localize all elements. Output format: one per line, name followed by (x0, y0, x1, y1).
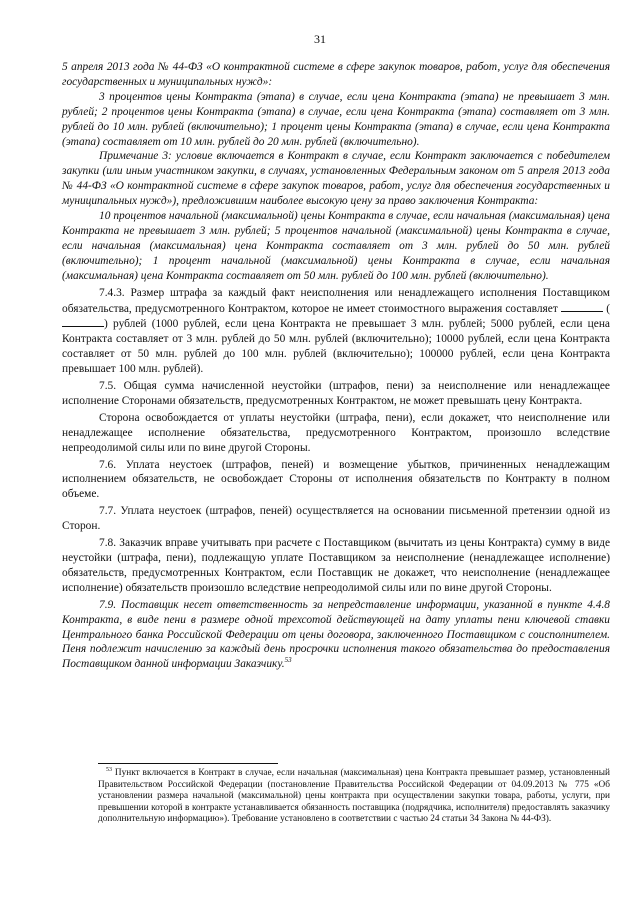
clause-7-5-release: Сторона освобождается от уплаты неустойки (штрафа, пени), если докажет, что неисполнение или ненадлежащее исполнение обязательства, предусмотренного Контрактом, произошло вследствие непреодолимой силы или по вине другой Стороны. (62, 411, 610, 454)
footnote-53 (98, 768, 610, 826)
penalty-3-percent-paragraph: 3 процентов цены Контракта (этапа) в случае, если цена Контракта (этапа) не превышает 3 млн. рублей; 2 процентов цены Контракта (этапа) в случае, если цена Контракта (этапа) составляет от 3 млн. рублей до 10 млн. рублей (включительно); 1 процент цены Контракта (этапа) в случае, если цена Контракта (этапа) составляет от 10 млн. рублей до 20 млн. рублей (включительно). (62, 90, 610, 148)
intro-tail-paragraph: 5 апреля 2013 года № 44-ФЗ «О контрактной системе в сфере закупок товаров, работ, услуг для обеспечения государственных и муниципальных нужд»: (62, 61, 610, 88)
clause-7-7: 7.7. Уплата неустоек (штрафов, пеней) осуществляется на основании письменной претензии одной из Сторон. (62, 505, 610, 533)
clause-7-4-3-text-c: ) рублей (1000 рублей, если цена Контракта не превышает 3 млн. рублей; 5000 рублей, если цена Контракта составляет от 3 млн. рублей до 50 млн. рублей (включительно); 10000 рублей, если цена Контракта составляет от 50 млн. рублей до 100 млн. рублей (включительно); 100000 рублей, если цена Контракта превышает 100 млн. рублей). (62, 318, 610, 376)
clause-7-5: 7.5. Общая сумма начисленной неустойки (штрафов, пени) за неисполнение или ненадлежащее исполнение Сторонами обязательств, предусмотренных Контрактом, не может превышать цену Контракта. (62, 380, 610, 407)
clause-7-4-3-text-a: 7.4.3. Размер штрафа за каждый факт неисполнения или ненадлежащего исполнения Поставщиком обязательства, предусмотренного Контрактом, которое не имеет стоимостного выражения составляет (62, 286, 610, 315)
clause-7-9-text: 7.9. Поставщик несет ответственность за непредставление информации, указанной в пункте 4.4.8 Контракта, в виде пени в размере одной трехсотой действующей на дату уплаты пени ключевой ставки Центрального банка Российской Федерации от цены договора, заключенного Поставщиком с соисполнителем. Пеня подлежит начислению за каждый день просрочки исполнения такого обязательства до предоставления Поставщиком данной информации Заказчику. (62, 598, 610, 671)
clause-7-8: 7.8. Заказчик вправе учитывать при расчете с Поставщиком (вычитать из цены Контракта) сумму в виде неустойки (штрафа, пени), подлежащую уплате Поставщиком за неисполнение (ненадлежащее исполнение) обязательств, предусмотренных Контрактом, если Поставщик не докажет, что неисполнение (ненадлежащее исполнение) обязательств произошло вследствие непреодолимой силы или по вине другой Стороны. (62, 537, 610, 594)
clause-7-9 (62, 598, 610, 673)
page-number: 31 (314, 32, 326, 46)
note-3-paragraph: Примечание 3: условие включается в Контракт в случае, если Контракт заключается с победителем закупки (или иным участником закупки, в случаях, установленных Федеральным законом от 5 апреля 2013 года № 44-ФЗ «О контрактной системе в сфере закупок товаров, работ, услуг для обеспечения государственных и муниципальных нужд»), предложившим наиболее высокую цену за право заключения Контракта: (62, 150, 610, 208)
footnote-number: 53 (106, 766, 112, 773)
footnote-reference[interactable]: 53 (284, 656, 292, 665)
amount-blank-digits[interactable] (561, 301, 603, 312)
clause-7-4-3-text-b: ( (606, 302, 610, 315)
clause-7-6: 7.6. Уплата неустоек (штрафов, пеней) и возмещение убытков, причиненных ненадлежащим исполнением обязательств, не освобождает Стороны от исполнения обязательств по Контракту в полном объеме. (62, 458, 610, 501)
footnote-divider (98, 763, 278, 764)
amount-blank-words[interactable] (62, 316, 104, 327)
clause-7-4-3 (62, 286, 610, 377)
page-body (62, 60, 610, 672)
footnote-text: Пункт включается в Контракт в случае, если начальная (максимальная) цена Контракта превышает размер, установленный Правительством Российской Федерации (постановление Правительства Российской Федерации от 04.09.2013 № 775 «Об установлении размера начальной (максимальной) цены контракта при осуществлении закупки товара, работы, услуги, при превышении которой в контракте устанавливается обязанность поставщика (подрядчика, исполнителя) предоставлять заказчику дополнительную информацию»). Требование установлено в соответствии с частью 24 статьи 34 Закона № 44-ФЗ). (98, 768, 610, 825)
penalty-10-percent-paragraph: 10 процентов начальной (максимальной) цены Контракта в случае, если начальная (максимальная) цена Контракта не превышает 3 млн. рублей; 5 процентов начальной (максимальной) цены Контракта в случае, если начальная (максимальная) цена Контракта составляет от 3 млн. рублей до 50 млн. рублей (включительно); 1 процент начальной (максимальной) цены Контракта в случае, если начальная (максимальная) цена Контракта составляет от 50 млн. рублей до 100 млн. рублей (включительно). (62, 210, 610, 282)
